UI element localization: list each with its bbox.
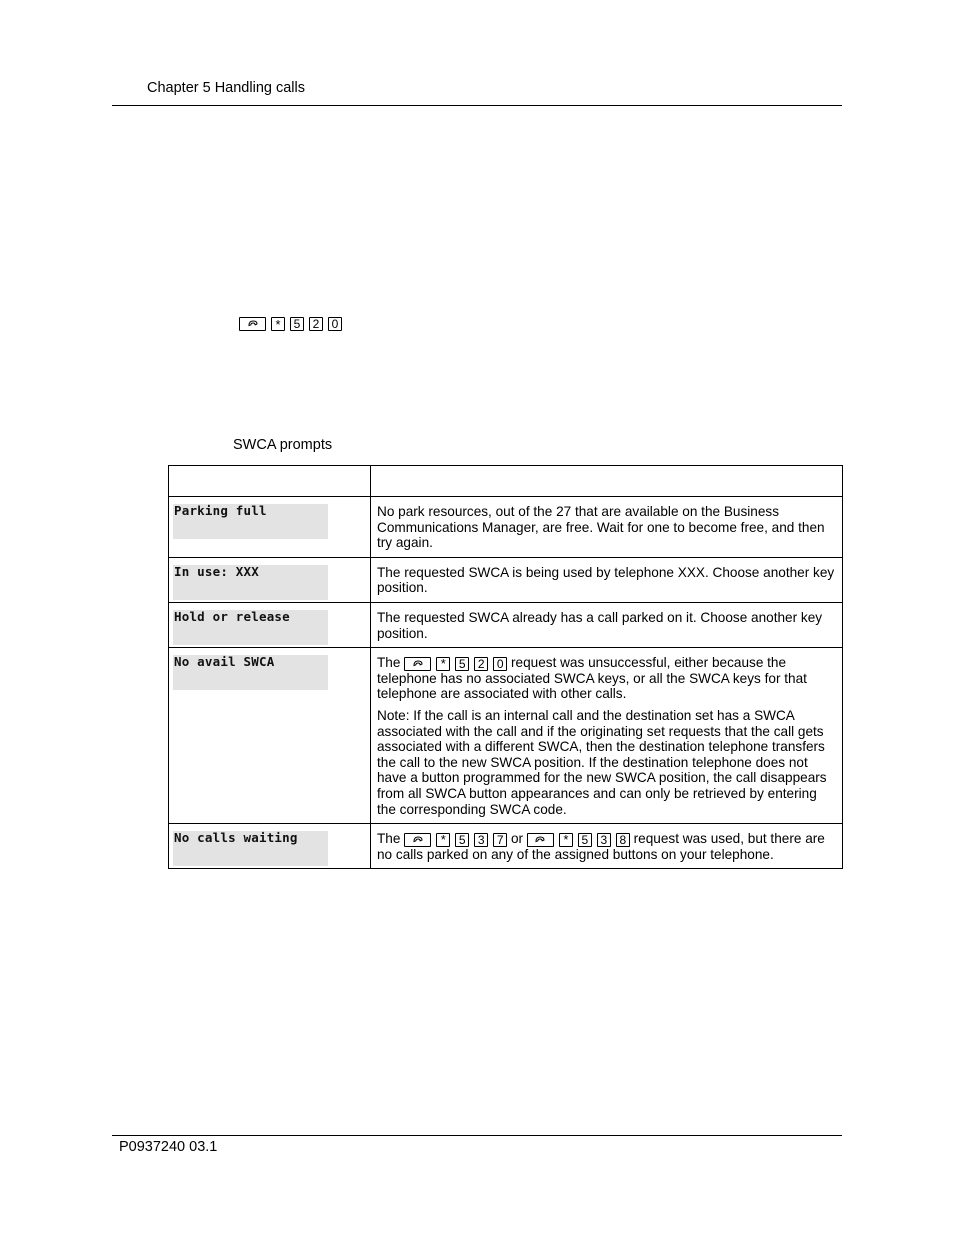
prompt-cell xyxy=(169,557,371,602)
key-sequence xyxy=(404,657,507,671)
description-text: The requested SWCA already has a call parked on it. Choose another key position. xyxy=(377,609,823,641)
digit-key: 2 xyxy=(474,657,488,671)
description-cell xyxy=(371,557,843,602)
text-after: request was used, but there are no calls parked on any of the assigned buttons on your telephone. xyxy=(377,831,825,862)
feature-key-icon xyxy=(527,833,554,847)
description-text: No park resources, out of the 27 that are available on the Business Communications Manager, are free. Wait for one to become free, and then try again. xyxy=(377,504,825,551)
digit-key: 7 xyxy=(493,833,507,847)
digit-key: 5 xyxy=(578,833,592,847)
text-before: The xyxy=(377,655,401,671)
digit-key: 3 xyxy=(474,833,488,847)
swca-prompts-table xyxy=(168,465,843,869)
table-row xyxy=(169,557,843,602)
digit-key: 0 xyxy=(328,317,342,331)
text-before: The xyxy=(377,831,401,847)
note-text: Note: If the call is an internal call and the destination set has a SWCA associated with the call and if the originating set requests that the call gets associated with a different SWCA, then the destination telephone transfers the call to the new SWCA position. If the destination telephone does not have a button programmed for the new SWCA position, the call disappears from all SWCA button appearances and can only be retrieved by entering the corresponding SWCA code. xyxy=(377,707,827,817)
footer-rule xyxy=(112,1135,842,1136)
prompt-column-header xyxy=(169,466,371,497)
lcd-display: No avail SWCA xyxy=(173,655,328,690)
digit-key: 0 xyxy=(493,657,507,671)
prompt-cell xyxy=(169,824,371,869)
table-header-row xyxy=(169,466,843,497)
document-number: P0937240 03.1 xyxy=(119,1139,218,1155)
prompt-cell xyxy=(169,648,371,824)
feature-key-icon xyxy=(404,657,431,671)
star-key-icon: * xyxy=(559,833,573,847)
description-text xyxy=(377,655,836,702)
description-column-header xyxy=(371,466,843,497)
lcd-display: No calls waiting xyxy=(173,831,328,866)
digit-key: 8 xyxy=(616,833,630,847)
table-row xyxy=(169,824,843,869)
key-sequence xyxy=(527,833,630,847)
header-rule xyxy=(112,105,842,106)
key-sequence-feature-520 xyxy=(239,317,342,331)
text-after: request was unsuccessful, either because the telephone has no associated SWCA keys, or all the SWCA keys for that telephone are associated with other calls. xyxy=(377,655,807,702)
star-key-icon: * xyxy=(271,317,285,331)
prompt-cell xyxy=(169,497,371,558)
digit-key: 5 xyxy=(455,657,469,671)
digit-key: 5 xyxy=(455,833,469,847)
description-cell xyxy=(371,497,843,558)
table-row xyxy=(169,497,843,558)
description-cell xyxy=(371,602,843,647)
star-key-icon: * xyxy=(436,833,450,847)
description-text xyxy=(377,831,836,862)
digit-key: 2 xyxy=(309,317,323,331)
table-row xyxy=(169,602,843,647)
lcd-display: Parking full xyxy=(173,504,328,539)
digit-key: 3 xyxy=(597,833,611,847)
digit-key: 5 xyxy=(290,317,304,331)
description-cell xyxy=(371,648,843,824)
feature-key-icon xyxy=(404,833,431,847)
chapter-title: Chapter 5 Handling calls xyxy=(147,80,305,96)
table-row xyxy=(169,648,843,824)
lcd-display: In use: XXX xyxy=(173,565,328,600)
feature-key-icon xyxy=(239,317,266,331)
description-cell xyxy=(371,824,843,869)
joiner-text: or xyxy=(511,831,524,847)
lcd-display: Hold or release xyxy=(173,610,328,645)
table-caption: SWCA prompts xyxy=(233,437,333,453)
key-sequence xyxy=(404,833,507,847)
prompt-cell xyxy=(169,602,371,647)
star-key-icon: * xyxy=(436,657,450,671)
description-text: The requested SWCA is being used by telephone XXX. Choose another key position. xyxy=(377,564,835,596)
